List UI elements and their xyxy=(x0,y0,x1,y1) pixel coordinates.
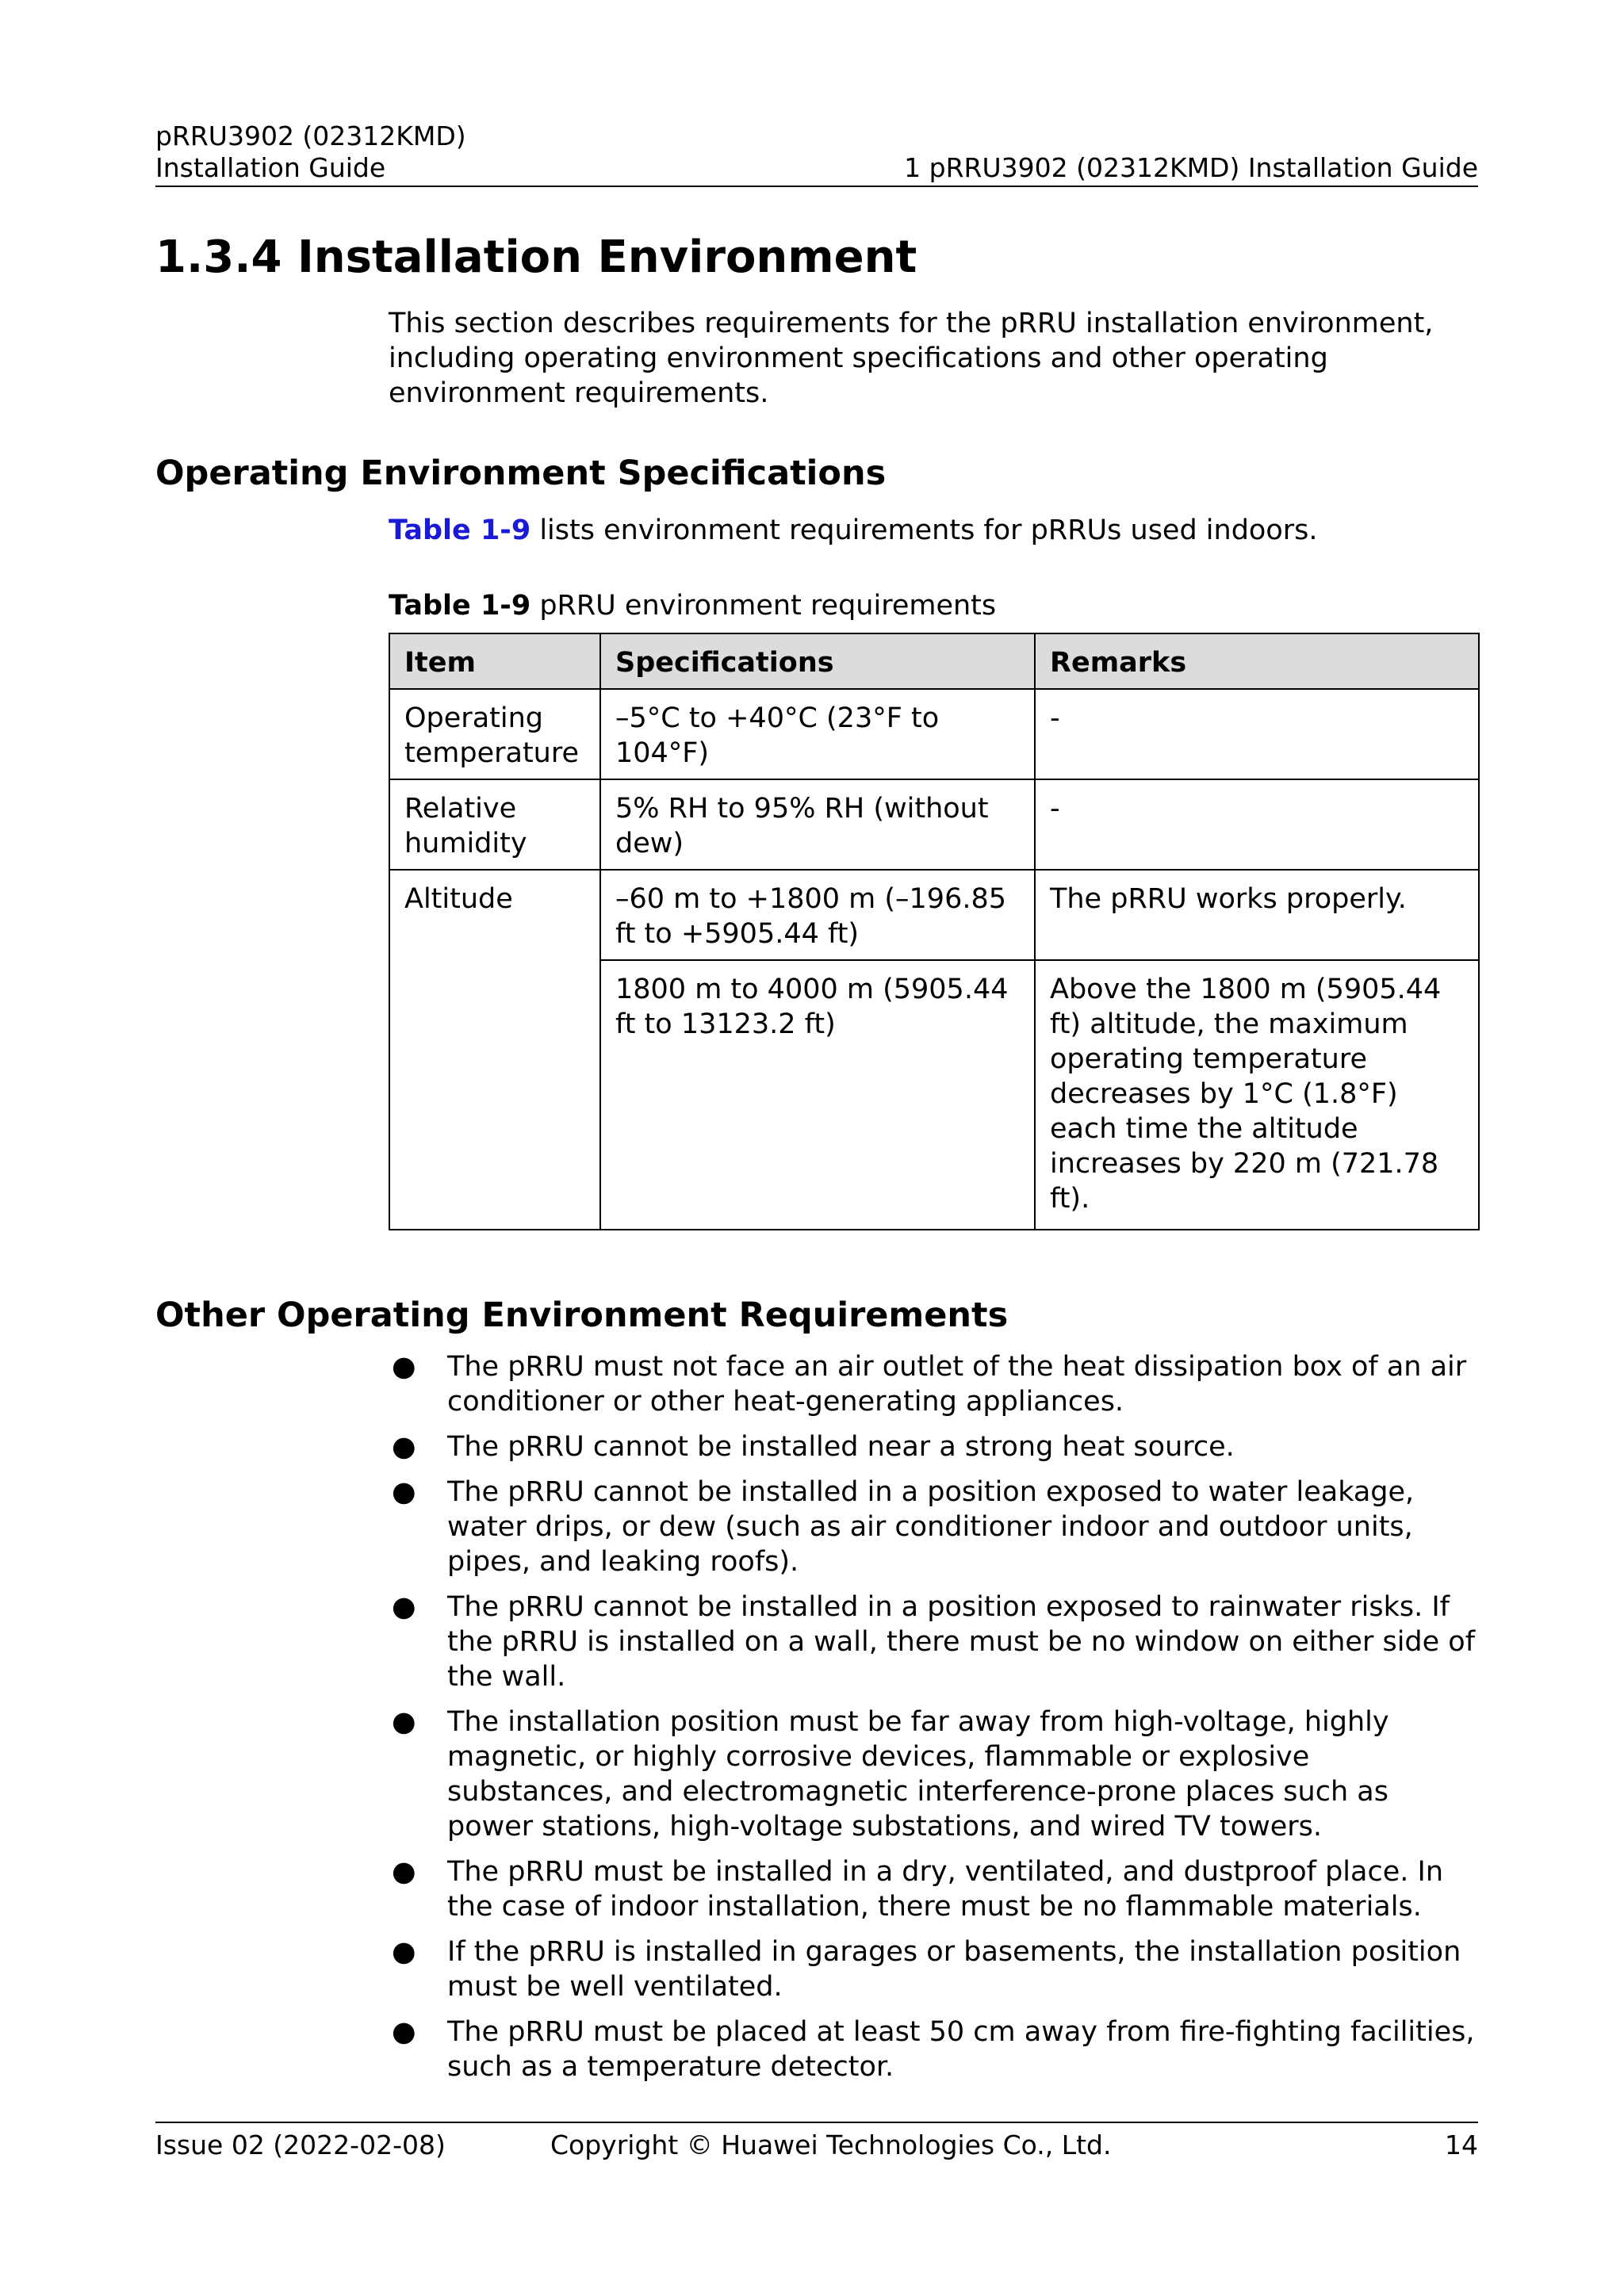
cell-remark: - xyxy=(1035,689,1479,779)
cell-remark: Above the 1800 m (5905.44 ft) altitude, the maximum operating temperature decreases by 1°C (1.8°F) each time the altitude increases by 220 m (721.78 ft). xyxy=(1035,960,1479,1230)
list-item xyxy=(389,1475,1483,1579)
specs-heading: Operating Environment Specifications xyxy=(155,453,887,493)
cell-item: Operating temperature xyxy=(389,689,600,779)
environment-table xyxy=(389,633,1480,1230)
bullet-icon: ● xyxy=(392,2016,416,2048)
header-chapter: 1 pRRU3902 (02312KMD) Installation Guide xyxy=(904,152,1478,183)
list-item-text: The pRRU must not face an air outlet of the heat dissipation box of an air conditioner or other heat-generating appliances. xyxy=(447,1351,1467,1418)
page-header xyxy=(155,119,1478,187)
cell-remark: - xyxy=(1035,779,1479,870)
list-item xyxy=(389,1854,1483,1924)
table-header-row xyxy=(389,633,1479,689)
list-item-text: The pRRU cannot be installed near a strong heat source. xyxy=(447,1431,1235,1463)
table-caption xyxy=(389,588,996,623)
footer-copyright: Copyright © Huawei Technologies Co., Ltd. xyxy=(550,2130,1112,2160)
list-item xyxy=(389,1934,1483,2004)
list-item xyxy=(389,1429,1483,1464)
table-caption-text: pRRU environment requirements xyxy=(530,590,997,622)
cell-spec: –5°C to +40°C (23°F to 104°F) xyxy=(600,689,1035,779)
header-left xyxy=(155,121,466,184)
list-item-text: The installation position must be far away from high-voltage, highly magnetic, or highly corrosive devices, flammable or explosive substances, and electromagnetic interference-prone places such as power stations, high-voltage substations, and wired TV towers. xyxy=(447,1706,1389,1843)
list-item xyxy=(389,2015,1483,2084)
requirements-list xyxy=(389,1349,1483,2095)
header-item: Item xyxy=(389,633,600,689)
cell-spec: –60 m to +1800 m (–196.85 ft to +5905.44 ft) xyxy=(600,870,1035,960)
list-item xyxy=(389,1590,1483,1694)
list-item-text: If the pRRU is installed in garages or basements, the installation position must be well ventilated. xyxy=(447,1936,1461,2003)
bullet-icon: ● xyxy=(392,1431,416,1463)
cell-spec: 5% RH to 95% RH (without dew) xyxy=(600,779,1035,870)
header-remarks: Remarks xyxy=(1035,633,1479,689)
bullet-icon: ● xyxy=(392,1476,416,1508)
page-footer xyxy=(155,2122,1478,2160)
bullet-icon: ● xyxy=(392,1936,416,1968)
header-specifications: Specifications xyxy=(600,633,1035,689)
list-item-text: The pRRU must be installed in a dry, ventilated, and dustproof place. In the case of indoor installation, there must be no flammable materials. xyxy=(447,1856,1444,1923)
list-item-text: The pRRU must be placed at least 50 cm away from fire-fighting facilities, such as a temperature detector. xyxy=(447,2016,1475,2083)
cell-spec: 1800 m to 4000 m (5905.44 ft to 13123.2 ft) xyxy=(600,960,1035,1230)
cell-item: Relative humidity xyxy=(389,779,600,870)
specs-intro-text: lists environment requirements for pRRUs used indoors. xyxy=(530,515,1318,546)
list-item xyxy=(389,1705,1483,1844)
section-intro: This section describes requirements for the pRRU installation environment, including operating environment specifications and other operating environment requirements. xyxy=(389,308,1434,409)
other-requirements-heading: Other Operating Environment Requirements xyxy=(155,1295,1009,1335)
bullet-icon: ● xyxy=(392,1351,416,1383)
table-row xyxy=(389,689,1479,779)
header-doc-type: Installation Guide xyxy=(155,152,386,183)
header-product: pRRU3902 (02312KMD) xyxy=(155,121,466,151)
list-item xyxy=(389,1349,1483,1419)
table-caption-label: Table 1-9 xyxy=(389,590,531,622)
bullet-icon: ● xyxy=(392,1591,416,1623)
list-item-text: The pRRU cannot be installed in a position exposed to rainwater risks. If the pRRU is installed on a wall, there must be no window on either side of the wall. xyxy=(447,1591,1476,1693)
bullet-icon: ● xyxy=(392,1706,416,1738)
footer-page-number: 14 xyxy=(1445,2130,1478,2160)
bullet-icon: ● xyxy=(392,1856,416,1888)
footer-issue: Issue 02 (2022-02-08) xyxy=(155,2130,446,2160)
cell-remark: The pRRU works properly. xyxy=(1035,870,1479,960)
table-row xyxy=(389,870,1479,960)
list-item-text: The pRRU cannot be installed in a position exposed to water leakage, water drips, or dew (such as air conditioner indoor and outdoor units, pipes, and leaking roofs). xyxy=(447,1476,1415,1578)
cell-item: Altitude xyxy=(389,870,600,1230)
section-title: 1.3.4 Installation Environment xyxy=(155,232,917,283)
specs-intro xyxy=(389,513,1475,548)
table-row xyxy=(389,779,1479,870)
table-ref-link[interactable]: Table 1-9 xyxy=(389,515,531,546)
